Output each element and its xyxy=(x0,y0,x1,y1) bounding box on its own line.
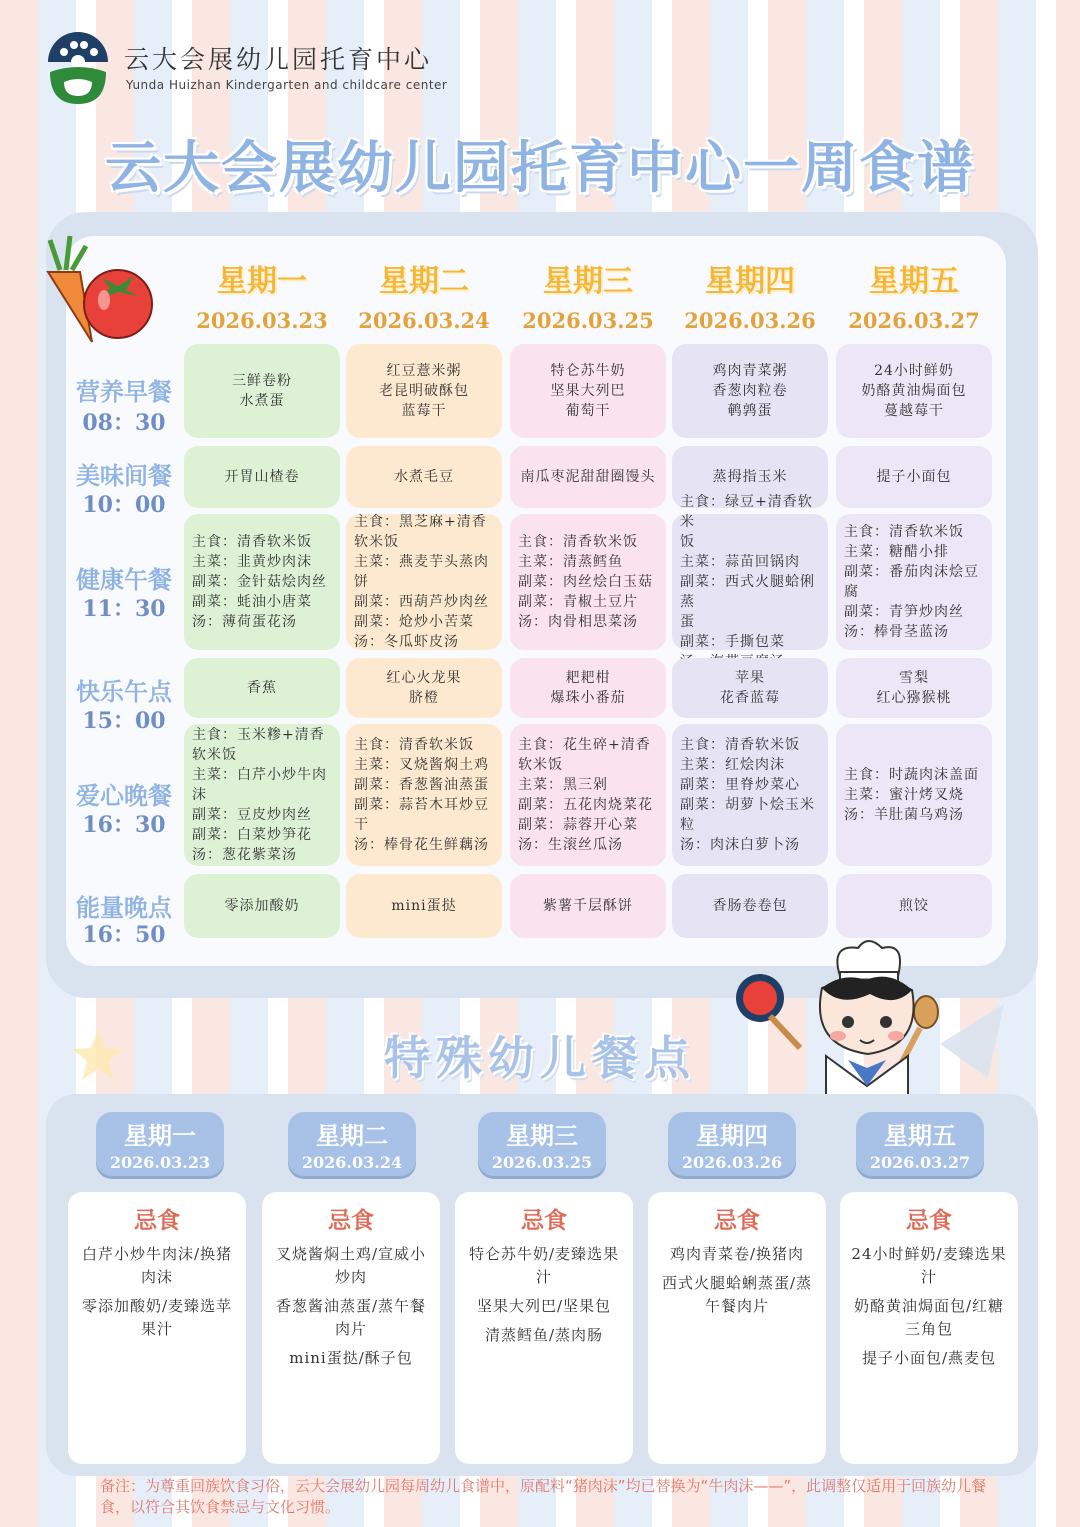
menu-cell xyxy=(672,344,828,438)
menu-cell xyxy=(510,446,666,508)
menu-cell-text: 鸡肉青菜粥 香葱肉粒卷 鹌鹑蛋 xyxy=(712,363,788,419)
special-tab-weekday: 星期二 xyxy=(316,1122,388,1150)
avoid-item: 清蒸鳕鱼/蒸肉肠 xyxy=(484,1326,604,1344)
meal-name: 营养早餐 xyxy=(76,378,172,406)
special-card xyxy=(840,1192,1018,1464)
menu-cell xyxy=(836,724,992,866)
menu-cell-text: 主食：清香软米饭 主菜：红烩肉沫 副菜：里脊炒菜心 副菜：胡萝卜烩玉米 粒 汤：肉沫白萝卜汤 xyxy=(680,737,815,853)
special-day-tab xyxy=(96,1112,224,1176)
date-header: 2026.03.24 xyxy=(358,308,490,333)
avoid-item: 零添加酸奶/麦臻选苹果汁 xyxy=(81,1297,233,1338)
meal-time: 15：00 xyxy=(82,708,166,734)
menu-cell-text: 煎饺 xyxy=(899,898,929,914)
avoid-item: 鸡肉青菜卷/换猪肉 xyxy=(669,1245,805,1263)
menu-cell xyxy=(346,344,502,438)
special-tab-weekday: 星期四 xyxy=(696,1122,768,1150)
menu-cell-text: 香肠卷卷包 xyxy=(712,898,788,914)
org-name-cn: 云大会展幼儿园托育中心 xyxy=(124,45,433,74)
special-tab-date: 2026.03.27 xyxy=(869,1153,971,1172)
special-tab-date: 2026.03.24 xyxy=(301,1153,403,1172)
menu-cell xyxy=(346,724,502,866)
menu-cell xyxy=(510,874,666,938)
avoid-item: 白芹小炒牛肉沫/换猪肉沫 xyxy=(81,1245,233,1286)
menu-cell-text: 水煮毛豆 xyxy=(394,469,454,485)
menu-cell xyxy=(510,724,666,866)
menu-cell-text: 香蕉 xyxy=(247,680,277,696)
meal-time: 11：30 xyxy=(82,596,166,622)
menu-cell-text: 24小时鲜奶 奶酪黄油焗面包 蔓越莓干 xyxy=(861,363,967,419)
menu-cell xyxy=(346,874,502,938)
meal-time: 16：30 xyxy=(82,812,166,838)
date-header: 2026.03.25 xyxy=(522,308,654,333)
special-tab-date: 2026.03.26 xyxy=(681,1153,783,1172)
special-tab-weekday: 星期三 xyxy=(506,1122,578,1150)
menu-cell-text: 零添加酸奶 xyxy=(224,898,300,914)
meal-name: 爱心晚餐 xyxy=(76,782,172,810)
menu-cell-text: 蒸拇指玉米 xyxy=(712,469,788,485)
menu-cell-text: 特仑苏牛奶 坚果大列巴 葡萄干 xyxy=(550,363,626,419)
avoid-item: 特仑苏牛奶/麦臻选果汁 xyxy=(468,1245,620,1286)
menu-cell xyxy=(672,724,828,866)
avoid-list xyxy=(648,1243,826,1318)
avoid-list xyxy=(455,1243,633,1347)
meal-time: 16：50 xyxy=(82,922,166,948)
avoid-label: 忌食 xyxy=(521,1208,567,1234)
menu-cell-text: 红豆薏米粥 老昆明破酥包 蓝莓干 xyxy=(379,363,469,419)
menu-cell-text: 耙耙柑 爆珠小番茄 xyxy=(550,670,626,706)
avoid-item: mini蛋挞/酥子包 xyxy=(289,1349,413,1367)
menu-cell xyxy=(672,658,828,718)
avoid-list xyxy=(840,1243,1018,1370)
menu-cell xyxy=(346,514,502,650)
avoid-label: 忌食 xyxy=(906,1208,952,1234)
weekday-header: 星期三 xyxy=(543,264,633,299)
menu-cell xyxy=(836,874,992,938)
date-header: 2026.03.27 xyxy=(848,308,980,333)
meal-name: 美味间餐 xyxy=(76,462,172,490)
menu-cell-text: mini蛋挞 xyxy=(391,898,457,914)
menu-cell-text: 南瓜枣泥甜甜圈馒头 xyxy=(520,469,656,485)
date-header: 2026.03.23 xyxy=(196,308,328,333)
menu-cell-text: 主食：黑芝麻+清香 软米饭 主菜：燕麦芋头蒸肉 饼 副菜：西葫芦炒肉丝 副菜：炝炒小苦菜 汤：冬瓜虾皮汤 xyxy=(354,514,489,650)
menu-cell-text: 提子小面包 xyxy=(876,469,952,485)
menu-cell-text: 主食：绿豆+清香软米 饭 主菜：蒜苗回锅肉 副菜：西式火腿蛤俐蒸 蛋 副菜：手撕包菜 xyxy=(680,494,815,650)
menu-cell xyxy=(510,344,666,438)
menu-cell xyxy=(836,514,992,650)
logo-icon xyxy=(44,32,112,106)
main-title: 云大会展幼儿园托育中心一周食谱 xyxy=(105,136,975,201)
avoid-item: 提子小面包/燕麦包 xyxy=(861,1349,997,1367)
menu-cell-text: 苹果 花香蓝莓 xyxy=(720,670,780,706)
menu-cell-text: 三鲜卷粉 水煮蛋 xyxy=(232,373,292,409)
menu-cell xyxy=(672,874,828,938)
special-tab-date: 2026.03.25 xyxy=(491,1153,593,1172)
special-tab-weekday: 星期五 xyxy=(884,1122,956,1150)
menu-cell xyxy=(184,446,340,508)
menu-cell xyxy=(184,658,340,718)
menu-cell xyxy=(346,658,502,718)
avoid-list xyxy=(68,1243,246,1341)
menu-cell-text: 主食：清香软米饭 主菜：清蒸鳕鱼 副菜：肉丝烩白玉菇 副菜：青椒土豆片 汤：肉骨相思菜汤 xyxy=(518,534,653,630)
special-card xyxy=(455,1192,633,1464)
weekday-header: 星期五 xyxy=(869,264,959,299)
menu-cell xyxy=(836,344,992,438)
menu-cell xyxy=(346,446,502,508)
avoid-item: 香葱酱油蒸蛋/蒸午餐肉片 xyxy=(275,1297,427,1338)
avoid-item: 坚果大列巴/坚果包 xyxy=(476,1297,612,1315)
special-tab-weekday: 星期一 xyxy=(124,1122,196,1150)
menu-cell xyxy=(836,446,992,508)
special-card xyxy=(648,1192,826,1464)
date-header: 2026.03.26 xyxy=(684,308,816,333)
menu-cell-text: 主食：清香软米饭 主菜：糖醋小排 副菜：番茄肉沫烩豆 腐 副菜：青笋炒肉丝 汤：棒骨茎蓝汤 xyxy=(844,524,979,640)
carrot-tomato-icon xyxy=(30,232,160,352)
meal-name: 快乐午点 xyxy=(76,678,172,706)
org-name-en: Yunda Huizhan Kindergarten and childcare center xyxy=(126,78,448,92)
meal-time: 10：00 xyxy=(82,492,166,518)
menu-cell-text: 紫薯千层酥饼 xyxy=(543,898,633,914)
menu-cell xyxy=(510,514,666,650)
meal-name: 健康午餐 xyxy=(76,566,172,594)
meal-name: 能量晚点 xyxy=(76,894,172,922)
special-day-tab xyxy=(856,1112,984,1176)
avoid-list xyxy=(262,1243,440,1370)
menu-cell xyxy=(184,724,340,866)
menu-cell xyxy=(184,874,340,938)
special-day-tab xyxy=(288,1112,416,1176)
special-title: 特殊幼儿餐点 xyxy=(384,1031,696,1085)
weekday-header: 星期二 xyxy=(379,264,469,299)
menu-cell-text: 红心火龙果 脐橙 xyxy=(386,670,462,706)
avoid-item: 西式火腿蛤蜊蒸蛋/蒸午餐肉片 xyxy=(661,1274,813,1315)
menu-cell-text: 主食：清香软米饭 主菜：叉烧酱焖土鸡 副菜：香葱酱油蒸蛋 副菜：蒜苔木耳炒豆 干 汤：棒骨花生鲜藕汤 xyxy=(354,737,489,853)
footnote: 备注：为尊重回族饮食习俗，云大会展幼儿园每周幼儿食谱中，原配料“猪肉沫”均已替换为“牛肉沫——”，此调整仅适用于回族幼儿餐食，以符合其饮食禁忌与文化习惯。 xyxy=(100,1477,987,1516)
meal-time: 08：30 xyxy=(82,410,166,436)
special-day-tab xyxy=(478,1112,606,1176)
menu-cell-text: 开胃山楂卷 xyxy=(224,469,300,485)
menu-cell-text: 主食：时蔬肉沫盖面 主菜：蜜汁烤叉烧 汤：羊肚菌乌鸡汤 xyxy=(844,767,979,823)
menu-cell-text: 主食：清香软米饭 主菜：韭黄炒肉沫 副菜：金针菇烩肉丝 副菜：蚝油小唐菜 汤：薄荷蛋花汤 xyxy=(192,534,327,630)
avoid-label: 忌食 xyxy=(714,1208,760,1234)
menu-cell xyxy=(184,344,340,438)
special-day-tab xyxy=(668,1112,796,1176)
menu-cell-text: 雪梨 红心猕猴桃 xyxy=(876,670,952,706)
avoid-label: 忌食 xyxy=(328,1208,374,1234)
menu-cell xyxy=(672,494,828,650)
special-tab-date: 2026.03.23 xyxy=(109,1153,211,1172)
avoid-item: 24小时鲜奶/麦臻选果汁 xyxy=(851,1245,1007,1286)
menu-cell xyxy=(184,514,340,650)
weekday-header: 星期四 xyxy=(705,264,795,299)
menu-cell-text: 主食：花生碎+清香 软米饭 主菜：黑三剁 副菜：五花肉烧菜花 副菜：蒜蓉开心菜 汤：生滚丝瓜汤 xyxy=(518,737,653,853)
special-card xyxy=(262,1192,440,1464)
avoid-item: 奶酪黄油焗面包/红糖三角包 xyxy=(853,1297,1005,1338)
menu-cell xyxy=(510,658,666,718)
menu-cell xyxy=(836,658,992,718)
avoid-item: 叉烧酱焖土鸡/宣威小炒肉 xyxy=(275,1245,427,1286)
weekday-header: 星期一 xyxy=(217,264,307,299)
avoid-label: 忌食 xyxy=(134,1208,180,1234)
special-card xyxy=(68,1192,246,1464)
menu-cell-text: 主食：玉米糁+清香 软米饭 主菜：白芹小炒牛肉 沫 副菜：豆皮炒肉丝 副菜：白菜炒笋花 汤：葱花紫菜汤 xyxy=(192,727,327,863)
